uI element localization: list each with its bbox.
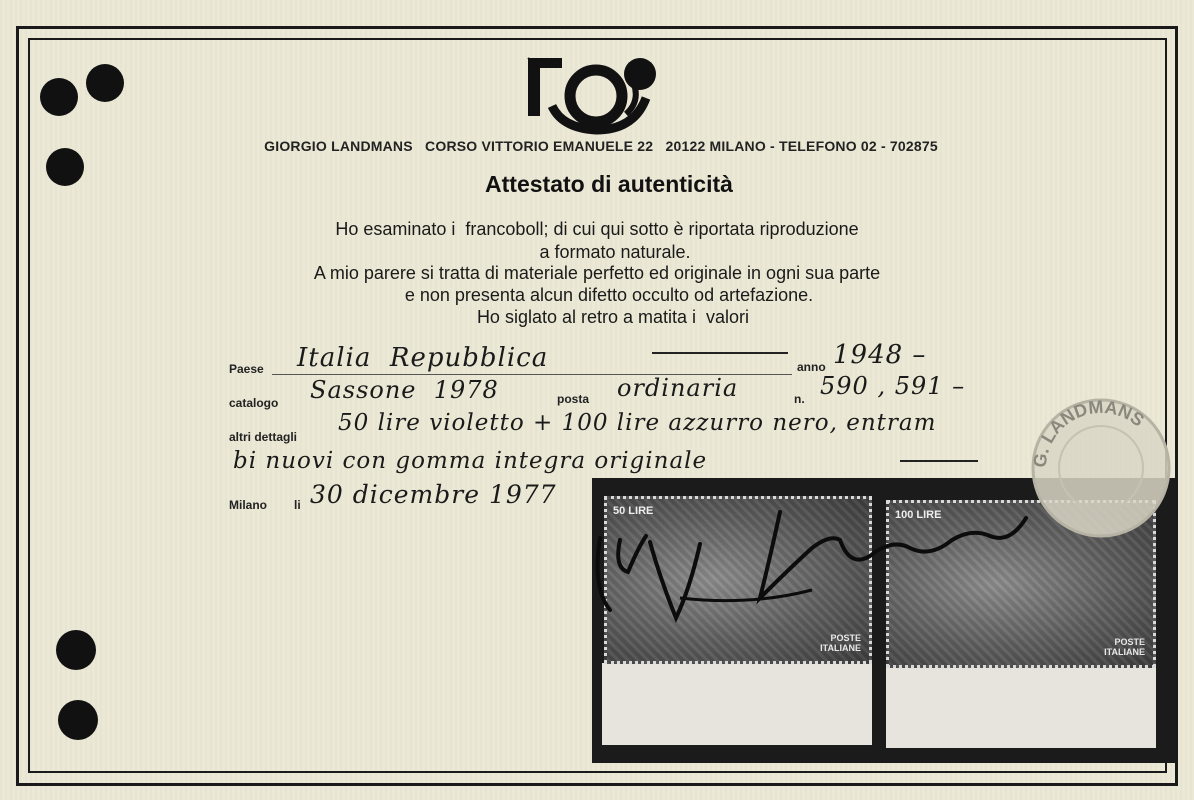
statement-line: Ho siglato al retro a matita i valori (476, 307, 750, 327)
punch-hole (40, 78, 78, 116)
n-label: n. (794, 392, 805, 406)
milano-label: Milano (229, 498, 267, 512)
stamp-caption-left: POSTE ITALIANE (820, 633, 861, 653)
altri-dettagli-label: altri dettagli (229, 430, 298, 444)
stamp-caption-right: POSTE ITALIANE (1104, 637, 1145, 657)
punch-hole (58, 700, 98, 740)
sheet-margin-right (886, 668, 1156, 748)
punch-hole (56, 630, 96, 670)
altri-dettagli-value-cont: bi nuovi con gomma integra originale (233, 448, 708, 474)
posta-value: ordinaria (617, 374, 739, 402)
statement-line: A mio parere si tratta di materiale perfetto ed originale in ogni sua parte (313, 263, 881, 283)
embossed-seal-icon (1026, 393, 1176, 543)
sheet-margin-left (602, 663, 872, 745)
altri-dettagli-value: 50 lire violetto + 100 lire azzurro nero, entram (338, 410, 937, 436)
paese-value: Italia Repubblica (297, 343, 549, 373)
punch-hole (86, 64, 124, 102)
date-value: 30 dicembre 1977 (310, 480, 557, 509)
anno-value: 1948 – (833, 340, 927, 370)
catalogo-label: catalogo (229, 396, 279, 410)
seal-text: G. LANDMANS (1029, 396, 1148, 469)
stamp-value-right: 100 LIRE (895, 509, 942, 521)
paese-dash (652, 352, 788, 354)
certificate-title: Attestato di autenticità (485, 171, 733, 197)
signature (580, 478, 1040, 628)
posta-label: posta (557, 392, 590, 406)
statement-line: Ho esaminato i francoboll; di cui qui sotto è riportata riproduzione (335, 219, 859, 239)
catalogo-value: Sassone 1978 (310, 376, 499, 404)
statement-line: e non presenta alcun difetto occulto od artefazione. (404, 285, 814, 305)
n-value: 590 , 591 – (820, 372, 966, 400)
statement-line: a formato naturale. (539, 242, 691, 262)
altri-dash (900, 460, 978, 462)
anno-label: anno (797, 360, 826, 374)
paese-label: Paese (229, 362, 264, 376)
company-address: GIORGIO LANDMANS CORSO VITTORIO EMANUELE 22 20122 MILANO - TELEFONO 02 - 702875 (264, 138, 938, 154)
company-logo-icon (522, 46, 670, 136)
il-label: li (294, 498, 301, 512)
stamp-value-left: 50 LIRE (613, 505, 654, 517)
